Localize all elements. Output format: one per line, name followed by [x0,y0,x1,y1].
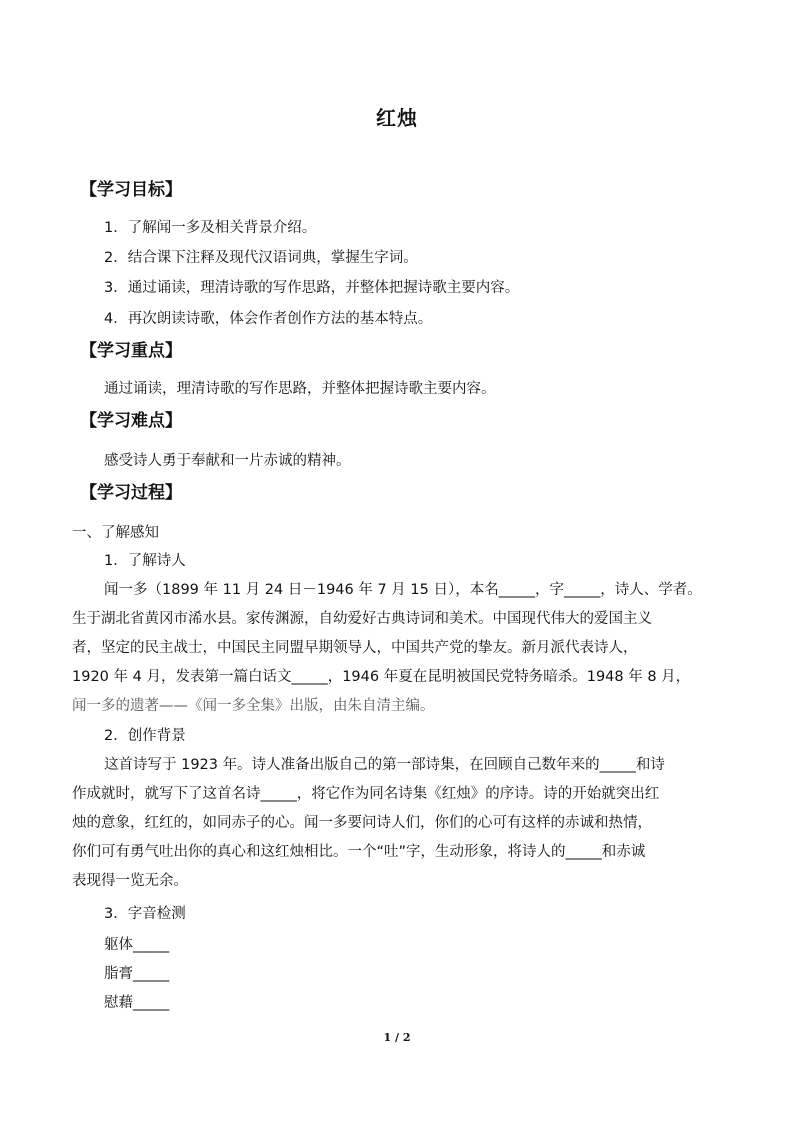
sub2-title: 2．创作背景 [104,728,186,744]
goals-heading: 【学习目标】 [80,180,182,200]
page-number: 1 / 2 [383,1031,411,1044]
focus-heading: 【学习重点】 [80,341,182,361]
sub1-title: 1．了解诗人 [104,553,186,569]
page-title: 红烛 [376,106,418,130]
poet-line: 生于湖北省黄冈市浠水县。家传渊源，自幼爱好古典诗词和美术。中国现代伟大的爱国主义 [72,611,652,627]
goal-item: 1．了解闻一多及相关背景介绍。 [104,220,317,236]
word-item: 脂膏_____ [104,966,170,982]
part1-title: 一、了解感知 [72,525,159,541]
poet-line: 者，坚定的民主战士，中国民主同盟早期领导人，中国共产党的挚友。新月派代表诗人， [72,640,638,656]
difficulty-text: 感受诗人勇于奉献和一片赤诚的精神。 [104,453,351,469]
goal-item: 2．结合课下注释及现代汉语词典，掌握生字词。 [104,250,418,266]
word-item: 慰藉_____ [104,995,170,1011]
background-line: 这首诗写于 1923 年。诗人准备出版自己的第一部诗集，在回顾自己数年来的_____和诗 [104,757,665,773]
difficulty-heading: 【学习难点】 [80,411,182,431]
background-line: 烛的意象，红红的，如同赤子的心。闻一多要问诗人们，你们的心可有这样的赤诚和热情， [72,815,652,831]
goal-item: 4．再次朗读诗歌，体会作者创作方法的基本特点。 [104,311,433,327]
background-line: 你们可有勇气吐出你的真心和这红烛相比。一个“吐”字，生动形象，将诗人的_____和赤诚 [72,844,646,860]
background-line: 作成就时，就写下了这首名诗_____，将它作为同名诗集《红烛》的序诗。诗的开始就突出红 [72,786,660,802]
goal-item: 3．通过诵读，理清诗歌的写作思路，并整体把握诗歌主要内容。 [104,280,520,296]
poet-line: 闻一多的遗著——《闻一多全集》出版，由朱自清主编。 [72,698,435,714]
background-line: 表现得一览无余。 [72,873,188,889]
poet-line: 1920 年 4 月，发表第一篇白话文_____，1946 年夏在昆明被国民党特务暗杀。1948 年 8 月， [72,669,691,685]
process-heading: 【学习过程】 [80,483,182,503]
focus-text: 通过诵读，理清诗歌的写作思路，并整体把握诗歌主要内容。 [104,381,496,397]
word-item: 躯体_____ [104,937,170,953]
poet-line: 闻一多（1899 年 11 月 24 日－1946 年 7 月 15 日），本名_____，字_____，诗人、学者。 [104,582,702,598]
sub3-title: 3．字音检测 [104,906,186,922]
